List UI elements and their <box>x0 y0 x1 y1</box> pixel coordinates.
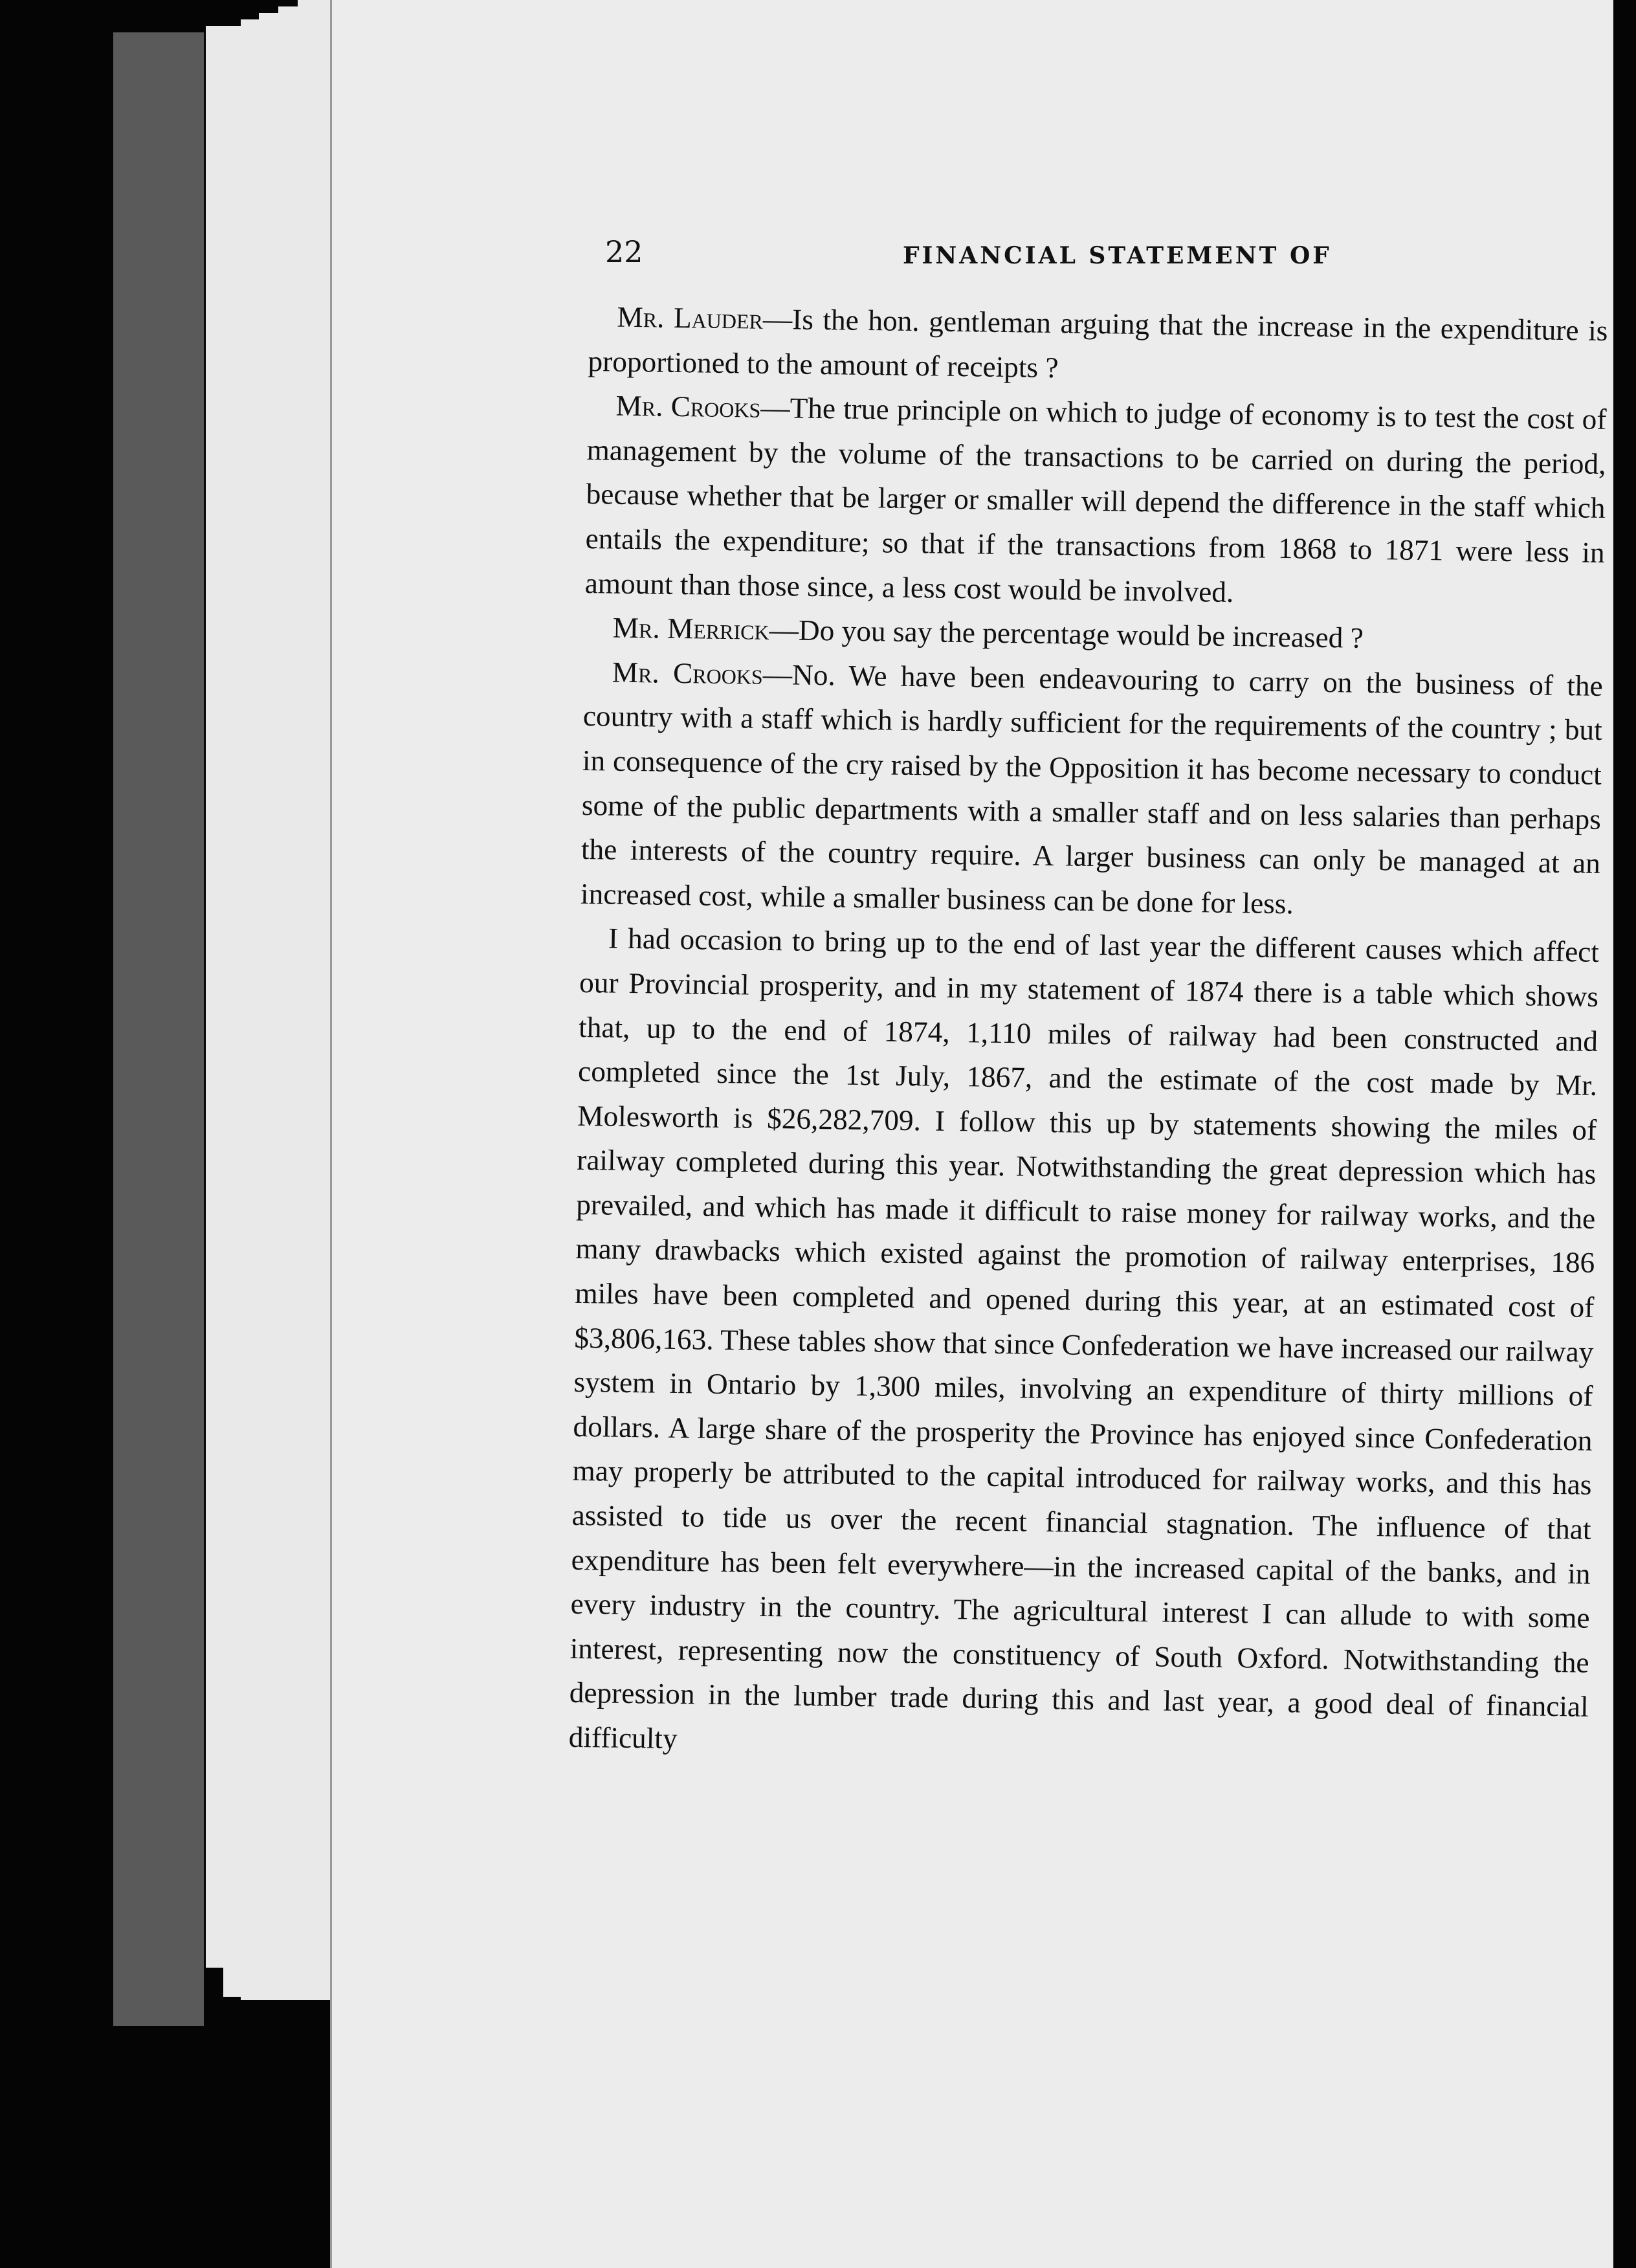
paragraph-text: I had occasion to bring up to the end of last year the different causes which affect our Provincial prosperity, and in my statement of 1874 there is a table which shows that, up to the end of 1874, 1,110 miles of railway had been constructed and completed since the 1st July, 1867, and the estimate of the cost made by Mr. Molesworth is $26,282,709. I follow this up by statements showing the miles of railway completed during this year. Notwithstanding the great depression which has prevailed, and which has made it difficult to raise money for railway works, and the many drawbacks which existed against the promotion of railway enterprises, 186 miles have been completed and opened during this year, at an estimated cost of $3,806,163. These tables show that since Confederation we have increased our railway system in Ontario by 1,300 miles, involving an expenditure of thirty millions of dollars. A large share of the prosperity the Province has enjoyed since Confederation may properly be attributed to the capital introduced for railway works, and this has assisted to tide us over the recent financial stagnation. The influence of that expenditure has been felt everywhere—in the increased capital of the banks, and in every industry in the country. The agricultural interest I can allude to with some interest, representing now the constituency of South Oxford. Notwithstanding the depression in the lumber trade during this and last year, a good deal of financial difficulty <box>568 922 1600 1755</box>
paragraph-text: —Is the hon. gentleman arguing that the increase in the expenditure is proportioned to the amount of receipts ? <box>588 302 1608 384</box>
speaker-name: Mr. Crooks <box>615 389 761 424</box>
binding-strip <box>113 32 204 2026</box>
speaker-name: Mr. Crooks <box>612 656 764 691</box>
paragraph <box>580 650 1604 931</box>
speaker-name: Mr. Lauder <box>617 300 764 335</box>
body-text <box>568 295 1608 1773</box>
paragraph-text: —The true principle on which to judge of economy is to test the cost of management by the volume of the transactions to be carried on during the period, because whether that be larger or smaller will depend the difference in the staff which entails the expenditure; so that if the transactions from 1868 to 1871 were less in amount than those since, a less cost would be involved. <box>584 391 1607 608</box>
paragraph-text: —No. We have been endeavouring to carry on the business of the country with a staff which is hardly sufficient for the requirements of the country ; but in consequence of the cry raised by the Opposition it has become necessary to conduct some of the public departments with a smaller staff and on less salaries than perhaps the interests of the country require. A larger business can only be managed at an increased cost, while a smaller business can be done for less. <box>580 658 1604 920</box>
page-header <box>605 234 1332 280</box>
running-head: FINANCIAL STATEMENT OF <box>903 242 1332 269</box>
paragraph <box>568 916 1599 1773</box>
paragraph-text: —Do you say the percentage would be increased ? <box>769 614 1364 654</box>
paragraph <box>588 295 1608 397</box>
paragraph <box>584 383 1607 619</box>
speaker-name: Mr. Merrick <box>612 611 770 647</box>
page-number: 22 <box>605 234 643 269</box>
